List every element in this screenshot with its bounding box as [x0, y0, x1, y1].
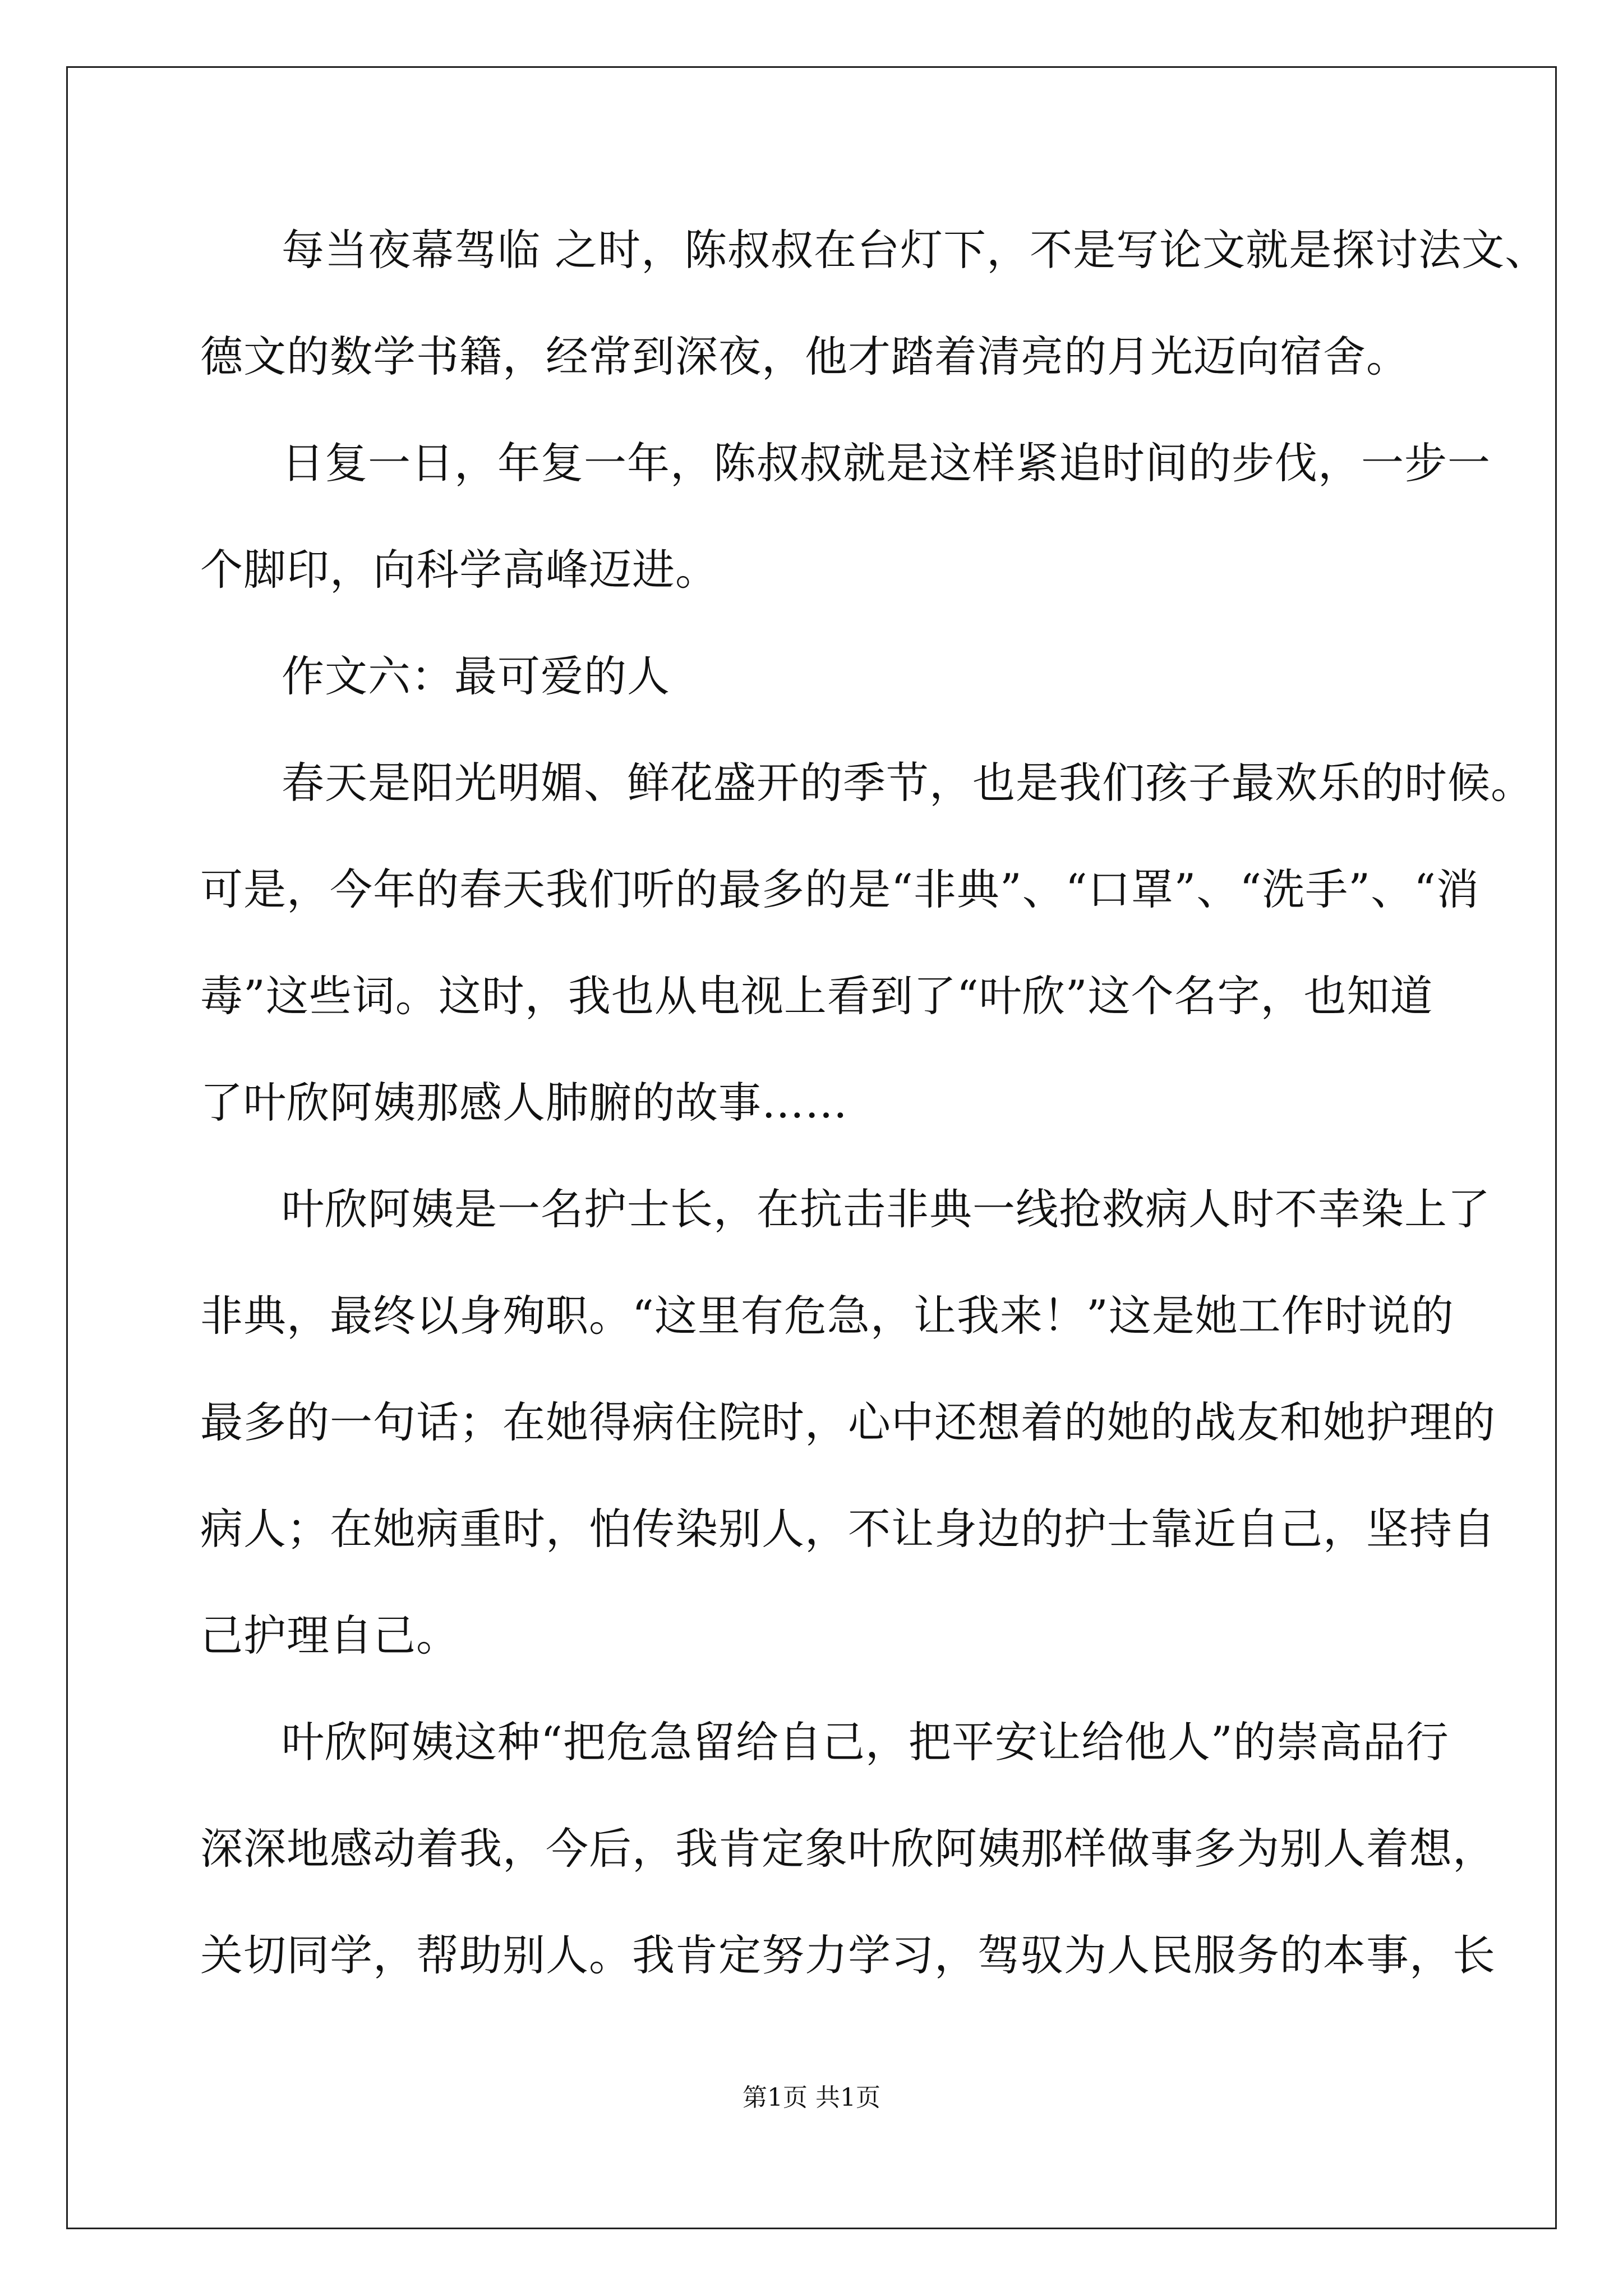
page-number-footer: 第1页 共1页 [743, 2083, 880, 2112]
text-line: 春天是阳光明媚、鲜花盛开的季节，也是我们孩子最欢乐的时候。 [282, 758, 1534, 808]
text-line: 关切同学，帮助别人。我肯定努力学习，驾驭为人民服务的本事，长 [200, 1930, 1496, 1980]
text-line: 己护理自己。 [200, 1611, 459, 1660]
text-line: 毒”这些词。这时，我也从电视上看到了“叶欣”这个名字，也知道 [200, 971, 1433, 1021]
text-line: 个脚印，向科学高峰迈进。 [200, 545, 718, 595]
text-line: 非典，最终以身殉职。“这里有危急，让我来！”这是她工作时说的 [200, 1291, 1454, 1341]
text-line: 病人；在她病重时，怕传染别人，不让身边的护士靠近自己，坚持自 [200, 1504, 1496, 1554]
text-line: 叶欣阿姨是一名护士长，在抗击非典一线抢救病人时不幸染上了 [282, 1184, 1491, 1234]
text-line: 日复一日，年复一年，陈叔叔就是这样紧追时间的步伐，一步一 [282, 438, 1491, 488]
text-line: 每当夜幕驾临 之时，陈叔叔在台灯下，不是写论文就是探讨法文、 [282, 225, 1548, 275]
page-border [66, 66, 1557, 2229]
section-heading: 作文六：最可爱的人 [282, 651, 670, 701]
text-line: 德文的数学书籍，经常到深夜，他才踏着清亮的月光迈向宿舍。 [200, 332, 1409, 381]
text-line: 最多的一句话；在她得病住院时，心中还想着的她的战友和她护理的 [200, 1397, 1496, 1447]
text-line: 叶欣阿姨这种“把危急留给自己，把平安让给他人”的崇高品行 [282, 1717, 1449, 1767]
text-line: 可是，今年的春天我们听的最多的是“非典”、“口罩”、“洗手”、“消 [200, 864, 1479, 914]
text-line: 深深地感动着我，今后，我肯定象叶欣阿姨那样做事多为别人着想， [200, 1824, 1496, 1874]
text-line: 了叶欣阿姨那感人肺腑的故事…… [200, 1078, 848, 1128]
